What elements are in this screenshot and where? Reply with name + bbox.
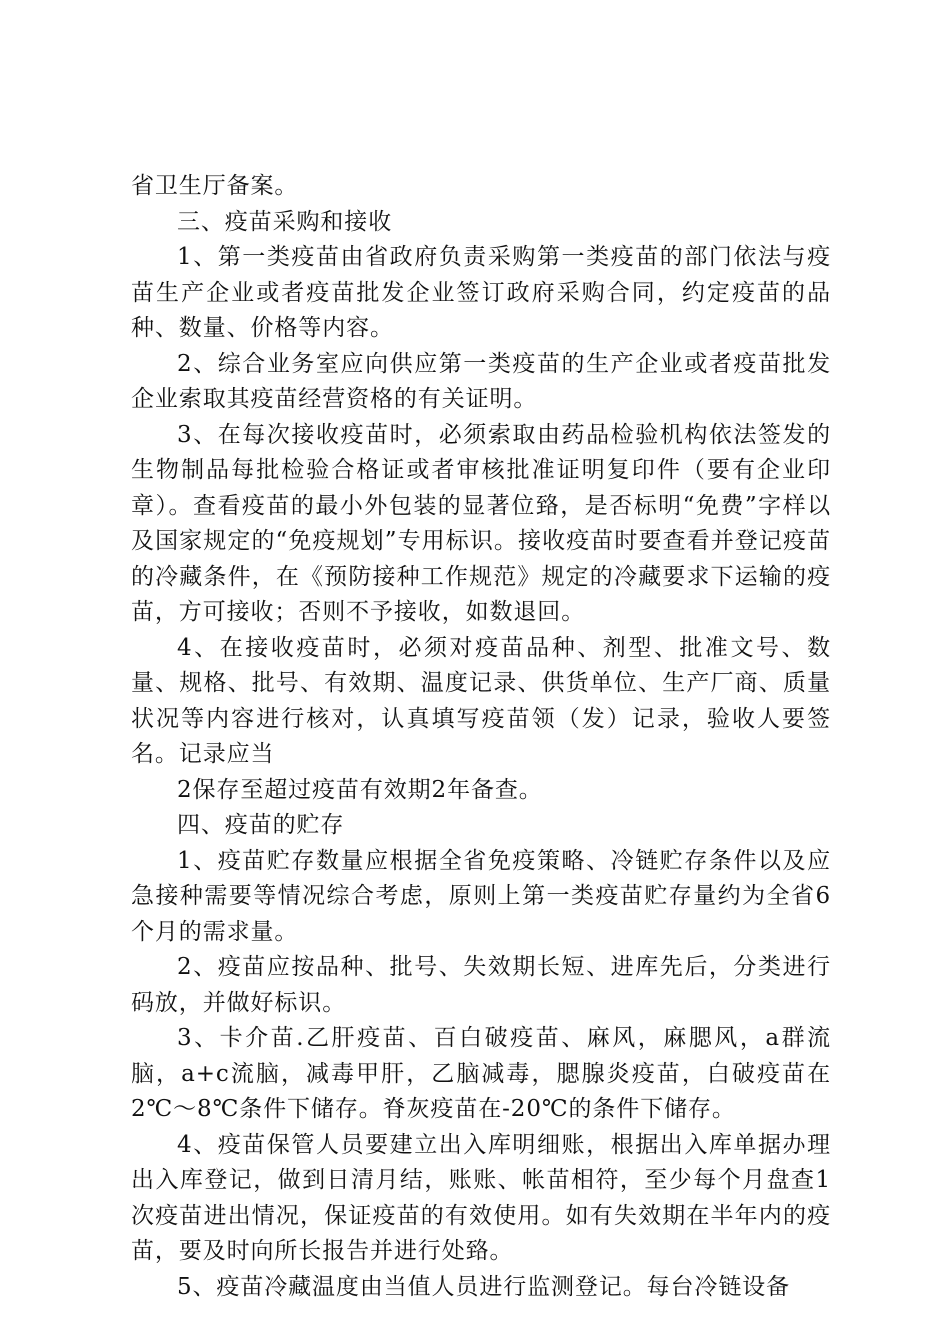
paragraph-procurement-4: 4、在接收疫苗时，必须对疫苗品种、剂型、批准文号、数量、规格、批号、有效期、温度记录、供货单位、生产厂商、质量状况等内容进行核对，认真填写疫苗领（发）记录，验收人要签名。记录应当 [131,634,831,767]
paragraph-procurement-2: 2、综合业务室应向供应第一类疫苗的生产企业或者疫苗批发企业索取其疫苗经营资格的有关证明。 [131,350,831,412]
paragraph-1: 省卫生厅备案。 [131,173,299,199]
paragraph-storage-5: 5、疫苗冷藏温度由当值人员进行监测登记。每台冷链设备 [177,1273,791,1300]
paragraph-procurement-4-continued: 2保存至超过疫苗有效期2年备查。 [177,776,543,803]
paragraph-storage-2: 2、疫苗应按品种、批号、失效期长短、进库先后，分类进行码放，并做好标识。 [131,954,831,1016]
paragraph-storage-1: 1、疫苗贮存数量应根据全省免疫策略、冷链贮存条件以及应急接种需要等情况综合考虑，原则上第一类疫苗贮存量约为全省6个月的需求量。 [131,847,831,945]
paragraph-storage-3: 3、卡介苗.乙肝疫苗、百白破疫苗、麻风，麻腮风，a群流脑，a+c流脑，减毒甲肝，乙脑减毒，腮腺炎疫苗，白破疫苗在2℃～8℃条件下储存。脊灰疫苗在-20℃的条件下储存。 [131,1025,831,1122]
paragraph-storage-4: 4、疫苗保管人员要建立出入库明细账，根据出入库单据办理出入库登记，做到日清月结，账账、帐苗相符，至少每个月盘查1次疫苗进出情况，保证疫苗的有效使用。如有失效期在半年内的疫苗，要及时向所长报告并进行处臵。 [131,1131,831,1264]
section-heading-procurement: 三、疫苗采购和接收 [177,208,393,235]
paragraph-procurement-1: 1、第一类疫苗由省政府负责采购第一类疫苗的部门依法与疫苗生产企业或者疫苗批发企业签订政府采购合同，约定疫苗的品种、数量、价格等内容。 [131,244,831,341]
document-body [131,169,831,1305]
section-heading-storage: 四、疫苗的贮存 [177,812,345,838]
paragraph-procurement-3: 3、在每次接收疫苗时，必须索取由药品检验机构依法签发的生物制品每批检验合格证或者审核批准证明复印件（要有企业印章）。查看疫苗的最小外包装的显著位臵，是否标明“免费”字样以及国家规定的“免疫规划”专用标识。接收疫苗时要查看并登记疫苗的冷藏条件，在《预防接种工作规范》规定的冷藏要求下运输的疫苗，方可接收；否则不予接收，如数退回。 [131,421,831,625]
